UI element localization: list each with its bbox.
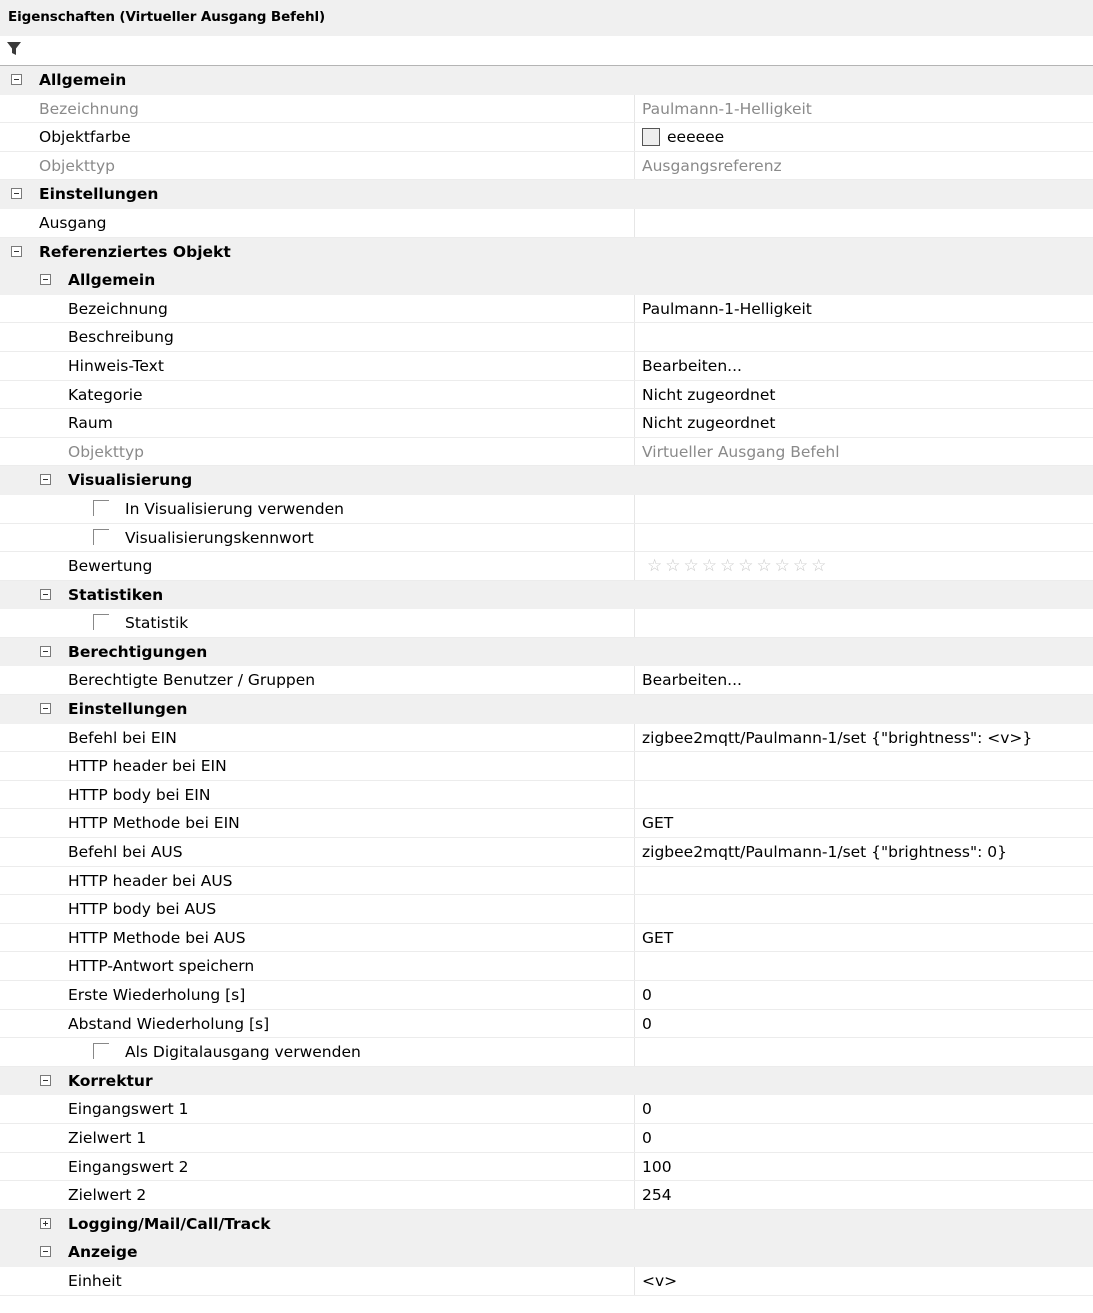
category-row[interactable] <box>0 1067 1093 1096</box>
category-label: Allgemein <box>39 71 127 89</box>
property-value-cell[interactable] <box>634 895 1093 923</box>
property-row[interactable] <box>0 352 1093 381</box>
expand-icon[interactable] <box>40 1218 51 1229</box>
property-value-cell[interactable] <box>634 867 1093 895</box>
property-value: Paulmann-1-Helligkeit <box>642 99 812 118</box>
property-label: Kategorie <box>68 385 143 404</box>
collapse-icon[interactable] <box>11 188 22 199</box>
category-row[interactable] <box>0 466 1093 495</box>
property-row[interactable] <box>0 409 1093 438</box>
property-value-cell[interactable] <box>634 1010 1093 1038</box>
property-label: Objekttyp <box>68 442 145 461</box>
property-label: Visualisierungskennwort <box>125 528 314 547</box>
property-value-cell[interactable] <box>634 924 1093 952</box>
property-label: Einheit <box>68 1271 122 1290</box>
property-value-cell <box>634 95 1093 123</box>
collapse-icon[interactable] <box>11 246 22 257</box>
category-row[interactable] <box>0 1210 1093 1239</box>
property-row[interactable] <box>0 952 1093 981</box>
property-label: HTTP header bei AUS <box>68 871 233 890</box>
category-label: Einstellungen <box>39 185 159 204</box>
property-value-cell[interactable] <box>634 752 1093 780</box>
property-value-cell[interactable] <box>634 524 1093 552</box>
category-row[interactable] <box>0 266 1093 295</box>
property-row[interactable] <box>0 1124 1093 1153</box>
property-value-cell[interactable] <box>634 381 1093 409</box>
collapse-icon[interactable] <box>40 1075 51 1086</box>
category-label: Referenziertes Objekt <box>39 242 231 261</box>
property-label: Zielwert 1 <box>68 1128 147 1147</box>
property-value-cell[interactable] <box>634 609 1093 637</box>
property-row[interactable] <box>0 781 1093 810</box>
property-label: HTTP Methode bei EIN <box>68 814 240 833</box>
property-label: Eingangswert 1 <box>68 1100 189 1119</box>
property-row[interactable] <box>0 295 1093 324</box>
category-row[interactable] <box>0 581 1093 610</box>
property-label: Ausgang <box>39 213 107 232</box>
property-value: Nicht zugeordnet <box>642 385 776 404</box>
property-label: Beschreibung <box>68 328 174 347</box>
property-label: HTTP header bei EIN <box>68 757 227 776</box>
property-grid <box>0 66 1093 1296</box>
property-value-cell[interactable] <box>634 724 1093 752</box>
property-row[interactable] <box>0 1267 1093 1296</box>
property-row[interactable] <box>0 552 1093 581</box>
property-value-cell[interactable] <box>634 323 1093 351</box>
property-label: Objekttyp <box>39 156 116 175</box>
property-label: Raum <box>68 414 113 433</box>
collapse-icon[interactable] <box>11 74 22 85</box>
star-rating[interactable]: ☆☆☆☆☆☆☆☆☆☆ <box>647 556 830 577</box>
category-label: Statistiken <box>68 585 164 604</box>
property-value: 0 <box>642 986 652 1004</box>
property-value: GET <box>642 928 674 947</box>
property-row[interactable] <box>0 123 1093 152</box>
collapse-icon[interactable] <box>40 646 51 657</box>
category-label: Logging/Mail/Call/Track <box>68 1214 271 1233</box>
property-row[interactable] <box>0 438 1093 467</box>
property-row[interactable] <box>0 209 1093 238</box>
property-label: HTTP body bei EIN <box>68 785 211 804</box>
property-row[interactable] <box>0 895 1093 924</box>
panel-title: Eigenschaften (Virtueller Ausgang Befehl) <box>0 0 1093 36</box>
checkbox[interactable] <box>93 529 109 545</box>
collapse-icon[interactable] <box>40 474 51 485</box>
property-value: GET <box>642 814 674 833</box>
checkbox[interactable] <box>93 614 109 630</box>
property-value: Ausgangsreferenz <box>642 156 782 175</box>
property-row[interactable] <box>0 1010 1093 1039</box>
property-row[interactable] <box>0 724 1093 753</box>
property-row[interactable] <box>0 323 1093 352</box>
property-label: HTTP Methode bei AUS <box>68 928 246 947</box>
property-row[interactable] <box>0 1038 1093 1067</box>
property-label: Zielwert 2 <box>68 1186 147 1205</box>
property-value: 0 <box>642 1014 652 1033</box>
property-label: Bezeichnung <box>68 299 168 318</box>
property-row[interactable] <box>0 524 1093 553</box>
property-value-cell[interactable] <box>634 1095 1093 1123</box>
property-row[interactable] <box>0 1153 1093 1182</box>
property-value-cell[interactable] <box>634 781 1093 809</box>
property-value-cell[interactable] <box>634 1124 1093 1152</box>
property-value-cell[interactable] <box>634 1153 1093 1181</box>
property-row[interactable] <box>0 381 1093 410</box>
property-value: Nicht zugeordnet <box>642 414 776 433</box>
property-row[interactable] <box>0 981 1093 1010</box>
property-label: In Visualisierung verwenden <box>125 499 344 518</box>
property-row[interactable] <box>0 752 1093 781</box>
toolbar <box>0 36 1093 66</box>
property-value: Paulmann-1-Helligkeit <box>642 299 812 318</box>
category-label: Allgemein <box>68 271 156 290</box>
property-row[interactable] <box>0 152 1093 181</box>
property-label: Als Digitalausgang verwenden <box>125 1043 361 1062</box>
property-value-cell[interactable] <box>634 838 1093 866</box>
property-label: Objektfarbe <box>39 128 131 147</box>
property-row[interactable] <box>0 924 1093 953</box>
property-value-cell[interactable] <box>634 295 1093 323</box>
property-label: Bezeichnung <box>39 99 139 118</box>
property-row[interactable] <box>0 666 1093 695</box>
category-row[interactable] <box>0 238 1093 267</box>
property-label: Abstand Wiederholung [s] <box>68 1014 270 1033</box>
category-label: Berechtigungen <box>68 642 208 661</box>
color-swatch[interactable] <box>642 128 660 146</box>
property-label: Erste Wiederholung [s] <box>68 986 246 1004</box>
property-value: <v> <box>642 1271 678 1290</box>
property-value: 0 <box>642 1100 652 1119</box>
property-label: Bewertung <box>68 557 153 576</box>
category-label: Einstellungen <box>68 700 188 719</box>
property-value-cell[interactable] <box>634 981 1093 1009</box>
property-value-cell[interactable] <box>634 1267 1093 1295</box>
property-value-cell[interactable] <box>634 209 1093 237</box>
property-label: Berechtigte Benutzer / Gruppen <box>68 671 316 690</box>
color-value: eeeeee <box>667 128 725 147</box>
property-value-cell <box>634 152 1093 180</box>
property-value: 254 <box>642 1186 672 1205</box>
property-value: Virtueller Ausgang Befehl <box>642 442 840 461</box>
property-label: Statistik <box>125 614 189 633</box>
property-value-cell[interactable] <box>634 809 1093 837</box>
property-value: 100 <box>642 1157 672 1176</box>
property-label: Hinweis-Text <box>68 356 164 375</box>
property-value-cell[interactable] <box>634 1038 1093 1066</box>
property-value: Bearbeiten... <box>642 671 742 690</box>
property-row[interactable] <box>0 95 1093 124</box>
property-row[interactable] <box>0 867 1093 896</box>
checkbox[interactable] <box>93 1043 109 1059</box>
property-value: zigbee2mqtt/Paulmann-1/set {"brightness": 0} <box>642 843 1007 862</box>
property-row[interactable] <box>0 1181 1093 1210</box>
property-row[interactable] <box>0 838 1093 867</box>
property-value-cell[interactable] <box>634 352 1093 380</box>
property-value-cell[interactable] <box>634 666 1093 694</box>
property-row[interactable] <box>0 1095 1093 1124</box>
property-label: Eingangswert 2 <box>68 1157 189 1176</box>
checkbox[interactable] <box>93 500 109 516</box>
property-value-cell[interactable] <box>634 409 1093 437</box>
property-value-cell[interactable] <box>634 1181 1093 1209</box>
collapse-icon[interactable] <box>40 274 51 285</box>
property-value-cell[interactable] <box>634 952 1093 980</box>
category-row[interactable] <box>0 1238 1093 1267</box>
property-value-cell[interactable] <box>634 123 1093 151</box>
category-label: Visualisierung <box>68 471 193 490</box>
property-value-cell[interactable] <box>634 552 1093 580</box>
property-value: 0 <box>642 1128 652 1147</box>
property-label: Befehl bei EIN <box>68 728 177 747</box>
property-value-cell[interactable] <box>634 495 1093 523</box>
category-row[interactable] <box>0 695 1093 724</box>
property-row[interactable] <box>0 495 1093 524</box>
property-value: Bearbeiten... <box>642 356 742 375</box>
property-value-cell <box>634 438 1093 466</box>
category-row[interactable] <box>0 638 1093 667</box>
property-value: zigbee2mqtt/Paulmann-1/set {"brightness": <v>} <box>642 728 1033 747</box>
property-label: Befehl bei AUS <box>68 843 183 862</box>
category-label: Anzeige <box>68 1243 138 1262</box>
property-row[interactable] <box>0 609 1093 638</box>
collapse-icon[interactable] <box>40 703 51 714</box>
category-label: Korrektur <box>68 1071 153 1090</box>
property-row[interactable] <box>0 809 1093 838</box>
category-row[interactable] <box>0 180 1093 209</box>
filter-icon[interactable] <box>6 40 24 58</box>
collapse-icon[interactable] <box>40 1246 51 1257</box>
collapse-icon[interactable] <box>40 589 51 600</box>
property-label: HTTP body bei AUS <box>68 900 217 919</box>
category-row[interactable] <box>0 66 1093 95</box>
property-label: HTTP-Antwort speichern <box>68 957 255 976</box>
